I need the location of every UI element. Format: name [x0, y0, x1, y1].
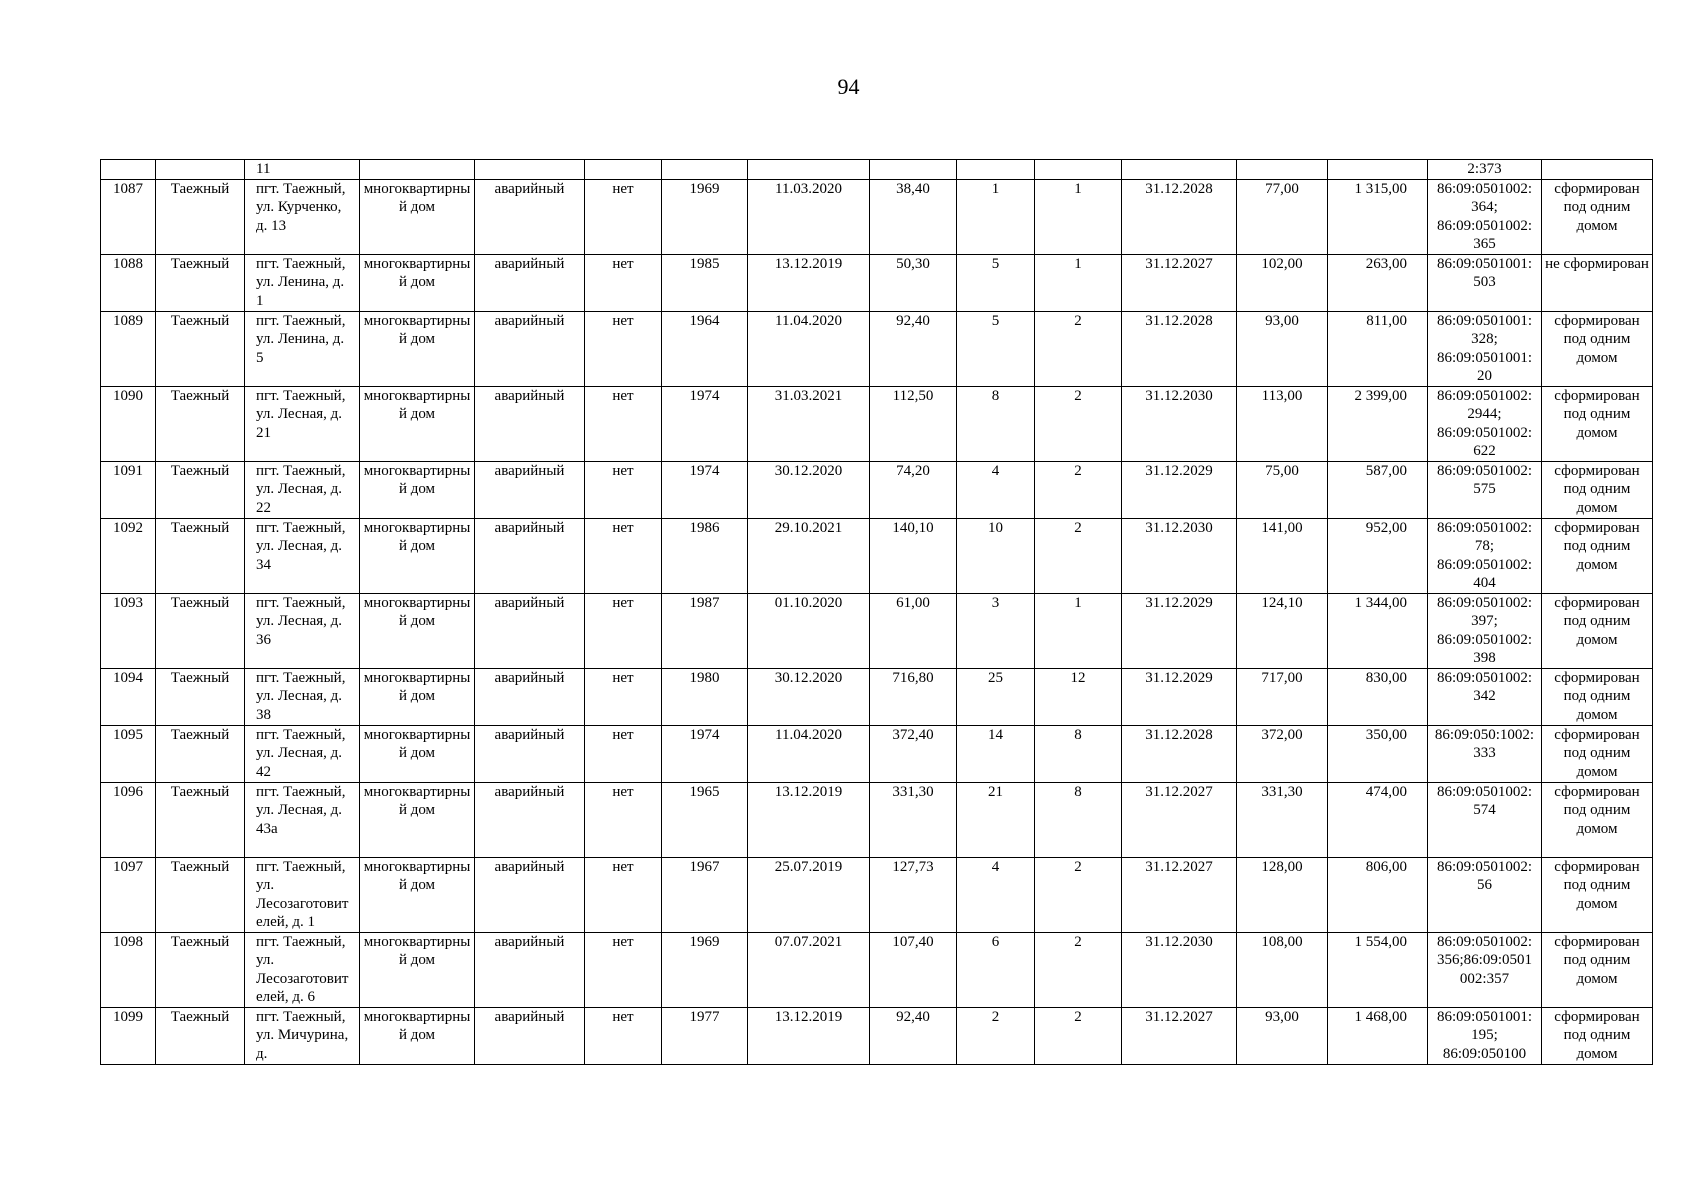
cell-settlement: Таежный [156, 668, 245, 725]
cell-cadastral: 86:09:0501002:2944; 86:09:0501002:622 [1428, 386, 1542, 461]
cell-status: аварийный [475, 254, 585, 311]
cell-cadastral: 86:09:050:1002:333 [1428, 725, 1542, 782]
cell-settlement: Таежный [156, 782, 245, 857]
cell-cadastral: 86:09:0501002:78; 86:09:0501002:404 [1428, 518, 1542, 593]
cell-apartments [1035, 160, 1122, 180]
table-row [101, 782, 1653, 857]
cell-land-area: 2 399,00 [1328, 386, 1428, 461]
cell-area: 112,50 [870, 386, 957, 461]
cell-settlement: Таежный [156, 593, 245, 668]
cell-address: пгт. Таежный, ул. Лесозаготовителей, д. 1 [245, 857, 360, 932]
cell-house-type: многоквартирный дом [360, 386, 475, 461]
cell-address: 11 [245, 160, 360, 180]
cell-no: 1099 [101, 1007, 156, 1064]
cell-address: пгт. Таежный, ул. Лесная, д. 42 [245, 725, 360, 782]
cell-flag: нет [585, 932, 662, 1007]
cell-year: 1974 [662, 725, 748, 782]
cell-area-total: 93,00 [1237, 311, 1328, 386]
cell-year: 1980 [662, 668, 748, 725]
cell-settlement: Таежный [156, 932, 245, 1007]
cell-deadline: 31.12.2029 [1122, 461, 1237, 518]
cell-cadastral: 86:09:0501001:503 [1428, 254, 1542, 311]
cell-area: 107,40 [870, 932, 957, 1007]
cell-flag: нет [585, 725, 662, 782]
cell-apartments: 2 [1035, 461, 1122, 518]
cell-address: пгт. Таежный, ул. Лесная, д. 34 [245, 518, 360, 593]
table-row [101, 932, 1653, 1007]
cell-address: пгт. Таежный, ул. Курченко, д. 13 [245, 179, 360, 254]
cell-settlement: Таежный [156, 725, 245, 782]
cell-date: 30.12.2020 [748, 668, 870, 725]
cell-residents: 25 [957, 668, 1035, 725]
cell-house-type: многоквартирный дом [360, 179, 475, 254]
table-row [101, 311, 1653, 386]
cell-flag: нет [585, 518, 662, 593]
cell-land-status: сформирован под одним домом [1542, 782, 1653, 857]
cell-settlement: Таежный [156, 179, 245, 254]
cell-settlement: Таежный [156, 461, 245, 518]
cell-status: аварийный [475, 593, 585, 668]
cell-no [101, 160, 156, 180]
cell-status: аварийный [475, 518, 585, 593]
cell-area: 92,40 [870, 1007, 957, 1064]
cell-flag: нет [585, 386, 662, 461]
cell-no: 1090 [101, 386, 156, 461]
cell-area: 61,00 [870, 593, 957, 668]
cell-flag: нет [585, 179, 662, 254]
cell-flag: нет [585, 782, 662, 857]
cell-flag: нет [585, 668, 662, 725]
cell-land-status: сформирован под одним домом [1542, 668, 1653, 725]
cell-residents: 3 [957, 593, 1035, 668]
cell-cadastral: 86:09:0501002:356;86:09:0501002:357 [1428, 932, 1542, 1007]
cell-date [748, 160, 870, 180]
cell-house-type: многоквартирный дом [360, 932, 475, 1007]
cell-date: 11.04.2020 [748, 311, 870, 386]
cell-no: 1095 [101, 725, 156, 782]
cell-area-total: 128,00 [1237, 857, 1328, 932]
cell-cadastral: 86:09:0501002:575 [1428, 461, 1542, 518]
cell-cadastral: 86:09:0501002:56 [1428, 857, 1542, 932]
cell-date: 25.07.2019 [748, 857, 870, 932]
cell-year [662, 160, 748, 180]
cell-area: 50,30 [870, 254, 957, 311]
cell-no: 1093 [101, 593, 156, 668]
cell-apartments: 8 [1035, 782, 1122, 857]
cell-land-area: 350,00 [1328, 725, 1428, 782]
cell-land-area [1328, 160, 1428, 180]
cell-settlement: Таежный [156, 254, 245, 311]
cell-residents: 4 [957, 857, 1035, 932]
cell-house-type: многоквартирный дом [360, 254, 475, 311]
cell-land-status: сформирован под одним домом [1542, 857, 1653, 932]
cell-residents: 5 [957, 254, 1035, 311]
table-row [101, 179, 1653, 254]
cell-residents: 21 [957, 782, 1035, 857]
cell-area-total: 141,00 [1237, 518, 1328, 593]
cell-land-status: сформирован под одним домом [1542, 386, 1653, 461]
cell-area: 127,73 [870, 857, 957, 932]
cell-deadline: 31.12.2030 [1122, 518, 1237, 593]
cell-address: пгт. Таежный, ул. Лесная, д. 36 [245, 593, 360, 668]
cell-land-status: сформирован под одним домом [1542, 932, 1653, 1007]
cell-residents: 4 [957, 461, 1035, 518]
cell-area-total [1237, 160, 1328, 180]
cell-land-status: сформирован под одним домом [1542, 461, 1653, 518]
cell-land-status [1542, 160, 1653, 180]
cell-status [475, 160, 585, 180]
cell-date: 01.10.2020 [748, 593, 870, 668]
cell-house-type: многоквартирный дом [360, 311, 475, 386]
cell-year: 1985 [662, 254, 748, 311]
cell-settlement: Таежный [156, 1007, 245, 1064]
cell-year: 1986 [662, 518, 748, 593]
cell-flag: нет [585, 254, 662, 311]
cell-residents: 6 [957, 932, 1035, 1007]
cell-deadline: 31.12.2029 [1122, 668, 1237, 725]
cell-apartments: 2 [1035, 932, 1122, 1007]
cell-year: 1974 [662, 386, 748, 461]
cell-deadline [1122, 160, 1237, 180]
table-row-continuation [101, 160, 1653, 180]
cell-address: пгт. Таежный, ул. Ленина, д. 5 [245, 311, 360, 386]
cell-settlement: Таежный [156, 311, 245, 386]
cell-area: 331,30 [870, 782, 957, 857]
cell-land-status: сформирован под одним домом [1542, 311, 1653, 386]
cell-status: аварийный [475, 386, 585, 461]
table-row [101, 386, 1653, 461]
cell-date: 11.03.2020 [748, 179, 870, 254]
cell-date: 31.03.2021 [748, 386, 870, 461]
cell-apartments: 2 [1035, 386, 1122, 461]
cell-date: 30.12.2020 [748, 461, 870, 518]
cell-flag: нет [585, 461, 662, 518]
cell-cadastral: 86:09:0501002:574 [1428, 782, 1542, 857]
cell-residents [957, 160, 1035, 180]
cell-house-type: многоквартирный дом [360, 461, 475, 518]
cell-year: 1969 [662, 932, 748, 1007]
cell-no: 1088 [101, 254, 156, 311]
cell-year: 1965 [662, 782, 748, 857]
cell-no: 1098 [101, 932, 156, 1007]
cell-settlement: Таежный [156, 518, 245, 593]
cell-cadastral: 2:373 [1428, 160, 1542, 180]
cell-flag: нет [585, 311, 662, 386]
cell-area-total: 717,00 [1237, 668, 1328, 725]
cell-apartments: 2 [1035, 857, 1122, 932]
cell-area: 92,40 [870, 311, 957, 386]
cell-area-total: 102,00 [1237, 254, 1328, 311]
cell-date: 29.10.2021 [748, 518, 870, 593]
cell-apartments: 1 [1035, 254, 1122, 311]
cell-land-area: 263,00 [1328, 254, 1428, 311]
cell-flag: нет [585, 857, 662, 932]
cell-year: 1969 [662, 179, 748, 254]
cell-land-area: 1 554,00 [1328, 932, 1428, 1007]
cell-flag: нет [585, 593, 662, 668]
cell-address: пгт. Таежный, ул. Лесная, д. 38 [245, 668, 360, 725]
cell-date: 13.12.2019 [748, 1007, 870, 1064]
cell-apartments: 2 [1035, 1007, 1122, 1064]
cell-no: 1097 [101, 857, 156, 932]
cell-settlement: Таежный [156, 386, 245, 461]
cell-land-status: сформирован под одним домом [1542, 179, 1653, 254]
cell-house-type: многоквартирный дом [360, 857, 475, 932]
cell-status: аварийный [475, 461, 585, 518]
cell-settlement [156, 160, 245, 180]
table-row [101, 668, 1653, 725]
cell-area: 38,40 [870, 179, 957, 254]
cell-house-type: многоквартирный дом [360, 1007, 475, 1064]
cell-apartments: 2 [1035, 518, 1122, 593]
cell-deadline: 31.12.2027 [1122, 1007, 1237, 1064]
cell-area: 372,40 [870, 725, 957, 782]
cell-year: 1974 [662, 461, 748, 518]
cell-area-total: 93,00 [1237, 1007, 1328, 1064]
cell-land-status: сформирован под одним домом [1542, 593, 1653, 668]
cell-deadline: 31.12.2029 [1122, 593, 1237, 668]
table-row [101, 518, 1653, 593]
cell-area: 140,10 [870, 518, 957, 593]
housing-registry-table [100, 159, 1653, 1065]
cell-area-total: 77,00 [1237, 179, 1328, 254]
cell-deadline: 31.12.2027 [1122, 857, 1237, 932]
cell-deadline: 31.12.2028 [1122, 311, 1237, 386]
cell-house-type: многоквартирный дом [360, 593, 475, 668]
cell-no: 1089 [101, 311, 156, 386]
cell-house-type: многоквартирный дом [360, 518, 475, 593]
cell-address: пгт. Таежный, ул. Мичурина, д. [245, 1007, 360, 1064]
cell-no: 1094 [101, 668, 156, 725]
cell-area-total: 108,00 [1237, 932, 1328, 1007]
table-row [101, 857, 1653, 932]
cell-land-area: 806,00 [1328, 857, 1428, 932]
table-row [101, 725, 1653, 782]
cell-settlement: Таежный [156, 857, 245, 932]
cell-land-area: 1 344,00 [1328, 593, 1428, 668]
cell-address: пгт. Таежный, ул. Лесная, д. 43а [245, 782, 360, 857]
cell-no: 1091 [101, 461, 156, 518]
page-number: 94 [837, 74, 860, 99]
cell-deadline: 31.12.2030 [1122, 932, 1237, 1007]
cell-apartments: 12 [1035, 668, 1122, 725]
cell-apartments: 8 [1035, 725, 1122, 782]
cell-residents: 5 [957, 311, 1035, 386]
cell-land-area: 952,00 [1328, 518, 1428, 593]
cell-area-total: 113,00 [1237, 386, 1328, 461]
cell-address: пгт. Таежный, ул. Ленина, д. 1 [245, 254, 360, 311]
cell-house-type: многоквартирный дом [360, 782, 475, 857]
cell-land-area: 587,00 [1328, 461, 1428, 518]
cell-deadline: 31.12.2027 [1122, 782, 1237, 857]
cell-land-status: сформирован под одним домом [1542, 1007, 1653, 1064]
cell-status: аварийный [475, 1007, 585, 1064]
cell-area [870, 160, 957, 180]
cell-house-type: многоквартирный дом [360, 725, 475, 782]
cell-residents: 2 [957, 1007, 1035, 1064]
cell-status: аварийный [475, 782, 585, 857]
cell-cadastral: 86:09:0501002:397; 86:09:0501002:398 [1428, 593, 1542, 668]
cell-status: аварийный [475, 725, 585, 782]
cell-deadline: 31.12.2027 [1122, 254, 1237, 311]
table-row [101, 254, 1653, 311]
cell-apartments: 1 [1035, 179, 1122, 254]
cell-apartments: 1 [1035, 593, 1122, 668]
cell-year: 1987 [662, 593, 748, 668]
cell-land-status: сформирован под одним домом [1542, 518, 1653, 593]
cell-year: 1964 [662, 311, 748, 386]
cell-no: 1092 [101, 518, 156, 593]
cell-land-status: не сформирован [1542, 254, 1653, 311]
cell-deadline: 31.12.2028 [1122, 725, 1237, 782]
cell-residents: 8 [957, 386, 1035, 461]
cell-area-total: 75,00 [1237, 461, 1328, 518]
cell-date: 13.12.2019 [748, 254, 870, 311]
cell-cadastral: 86:09:0501002:342 [1428, 668, 1542, 725]
cell-land-area: 830,00 [1328, 668, 1428, 725]
cell-address: пгт. Таежный, ул. Лесная, д. 21 [245, 386, 360, 461]
cell-land-area: 474,00 [1328, 782, 1428, 857]
table-row [101, 593, 1653, 668]
cell-area-total: 331,30 [1237, 782, 1328, 857]
cell-status: аварийный [475, 311, 585, 386]
cell-address: пгт. Таежный, ул. Лесная, д. 22 [245, 461, 360, 518]
cell-status: аварийный [475, 932, 585, 1007]
cell-area: 716,80 [870, 668, 957, 725]
cell-date: 13.12.2019 [748, 782, 870, 857]
cell-residents: 14 [957, 725, 1035, 782]
cell-area-total: 124,10 [1237, 593, 1328, 668]
cell-year: 1967 [662, 857, 748, 932]
cell-deadline: 31.12.2030 [1122, 386, 1237, 461]
cell-flag [585, 160, 662, 180]
table-body [101, 160, 1653, 1065]
cell-house-type: многоквартирный дом [360, 668, 475, 725]
cell-residents: 10 [957, 518, 1035, 593]
cell-address: пгт. Таежный, ул. Лесозаготовителей, д. 6 [245, 932, 360, 1007]
cell-year: 1977 [662, 1007, 748, 1064]
cell-area-total: 372,00 [1237, 725, 1328, 782]
cell-status: аварийный [475, 179, 585, 254]
cell-area: 74,20 [870, 461, 957, 518]
cell-no: 1096 [101, 782, 156, 857]
cell-house-type [360, 160, 475, 180]
cell-status: аварийный [475, 668, 585, 725]
cell-land-area: 1 315,00 [1328, 179, 1428, 254]
cell-flag: нет [585, 1007, 662, 1064]
cell-land-area: 811,00 [1328, 311, 1428, 386]
table-row [101, 1007, 1653, 1064]
cell-date: 11.04.2020 [748, 725, 870, 782]
cell-no: 1087 [101, 179, 156, 254]
cell-apartments: 2 [1035, 311, 1122, 386]
cell-status: аварийный [475, 857, 585, 932]
cell-residents: 1 [957, 179, 1035, 254]
cell-land-area: 1 468,00 [1328, 1007, 1428, 1064]
cell-land-status: сформирован под одним домом [1542, 725, 1653, 782]
cell-cadastral: 86:09:0501002:364; 86:09:0501002:365 [1428, 179, 1542, 254]
table-row [101, 461, 1653, 518]
cell-cadastral: 86:09:0501001:328; 86:09:0501001:20 [1428, 311, 1542, 386]
cell-cadastral: 86:09:0501001:195; 86:09:050100 [1428, 1007, 1542, 1064]
cell-date: 07.07.2021 [748, 932, 870, 1007]
cell-deadline: 31.12.2028 [1122, 179, 1237, 254]
